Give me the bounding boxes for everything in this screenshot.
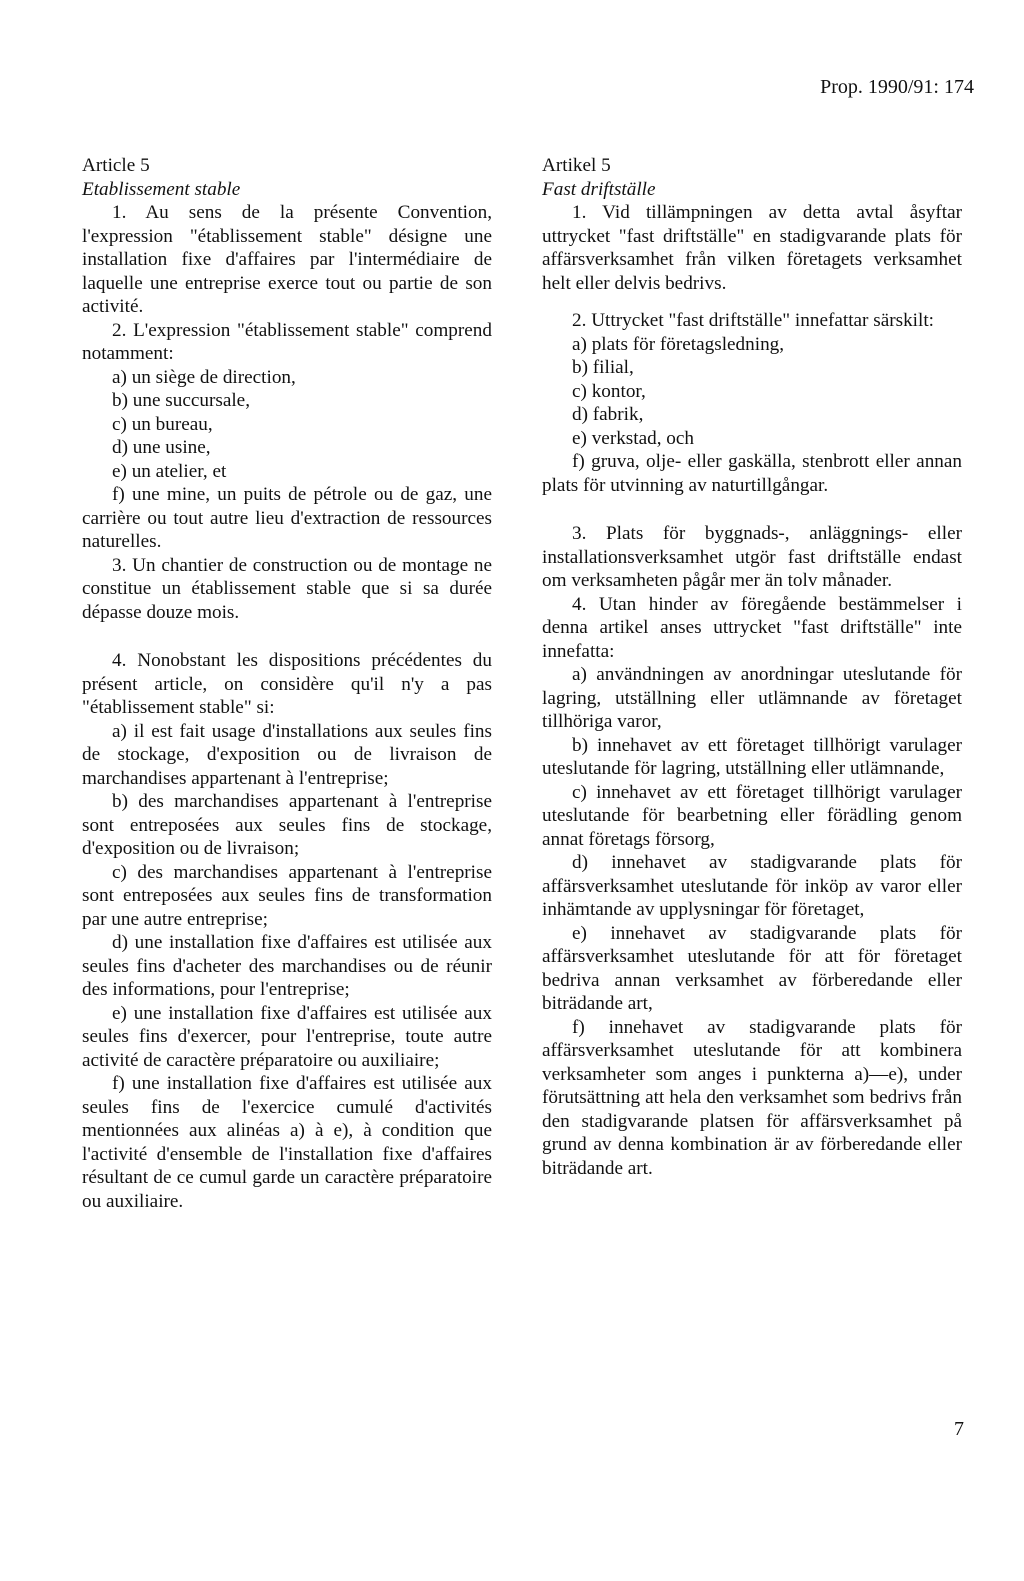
paragraph-4-list (542, 663, 962, 1180)
list-item: a) användningen av anordningar uteslutande för lagring, utställning eller utlämnande av företaget tillhöriga varor, (542, 664, 962, 732)
swedish-column (542, 154, 962, 1180)
paragraph-1: 1. Vid tillämpningen av detta avtal åsyftar uttrycket "fast driftställe" en stadigvarande plats för affärsverksamhet från vilken företagets verksamhet helt eller delvis bedrivs. (542, 202, 962, 294)
article-subtitle: Fast driftställe (542, 178, 656, 200)
list-item: f) une mine, un puits de pétrole ou de gaz, une carrière ou tout autre lieu d'extraction de ressources naturelles. (82, 484, 492, 552)
list-item: f) innehavet av stadigvarande plats för affärsverksamhet uteslutande för att kombinera verksamheter som anges i punkterna a)—e), under förutsättning att hela den verksamhet som bedrivs från den stadigvarande platsen för affärsverksamhet på grund av denna kombination är av förberedande eller biträdande art. (542, 1016, 962, 1179)
list-item: a) plats för företagsledning, (572, 333, 785, 355)
list-item: b) filial, (572, 357, 634, 378)
article-title: Artikel 5 (542, 155, 611, 176)
list-item: e) innehavet av stadigvarande plats för affärsverksamhet uteslutande för att för företaget bedriva annan verksamhet av förberedande eller biträdande art, (542, 922, 962, 1014)
list-item: c) innehavet av ett företaget tillhörigt varulager uteslutande för bearbetning eller förädling genom annat företags försorg, (542, 781, 962, 850)
list-item: a) il est fait usage d'installations aux seules fins de stockage, d'exposition ou de livraison de marchandises appartenant à l'entreprise; (82, 720, 492, 789)
paragraph-2-list (542, 333, 962, 498)
list-item: e) un atelier, et (112, 460, 227, 482)
list-item: c) un bureau, (112, 413, 213, 435)
list-item: d) une usine, (112, 437, 211, 458)
paragraph-4-list (82, 720, 492, 1214)
list-item: b) innehavet av ett företaget tillhörigt varulager uteslutande för lagring, utställning eller utlämnande, (542, 734, 962, 779)
list-item: e) verkstad, och (572, 427, 695, 449)
list-item: f) gruva, olje- eller gaskälla, stenbrott eller annan plats för utvinning av naturtillgångar. (542, 451, 962, 496)
list-item: f) une installation fixe d'affaires est utilisée aux seules fins de l'exercice cumulé d'activités mentionnées aux alinéas a) à e), à condition que l'activité d'ensemble de l'installation fixe d'affaires résultant de ce cumul garde un caractère préparatoire ou auxiliaire. (82, 1073, 492, 1212)
paragraph-3: 3. Un chantier de construction ou de montage ne constitue un établissement stable que si sa durée dépasse douze mois. (82, 554, 492, 623)
list-item: c) des marchandises appartenant à l'entreprise sont entreposées aux seules fins de transformation par une autre entreprise; (82, 861, 492, 930)
paragraph-4-intro: 4. Utan hinder av föregående bestämmelser i denna artikel anses uttrycket "fast driftställe" inte innefatta: (542, 593, 962, 662)
french-column (82, 154, 492, 1213)
list-item: c) kontor, (572, 380, 646, 402)
paragraph-3: 3. Plats för byggnads-, anläggnings- eller installationsverksamhet utgör fast driftställe endast om verksamheten pågår mer än tolv månader. (542, 523, 962, 591)
article-title: Article 5 (82, 155, 150, 176)
page-number: 7 (954, 1418, 964, 1440)
paragraph-2-list (82, 366, 492, 554)
list-item: d) une installation fixe d'affaires est utilisée aux seules fins d'acheter des marchandises ou de réunir des informations, pour l'entreprise; (82, 932, 492, 1000)
paragraph-1: 1. Au sens de la présente Convention, l'expression "établissement stable" désigne une installation fixe d'affaires par l'intermédiaire de laquelle une entreprise exerce tout ou partie de son activité. (82, 202, 492, 317)
paragraph-4-intro: 4. Nonobstant les dispositions précédentes du présent article, on considère qu'il n'y a pas "établissement stable" si: (82, 650, 492, 718)
paragraph-2-intro: 2. Uttrycket "fast driftställe" innefattar särskilt: (572, 310, 934, 331)
document-reference: Prop. 1990/91: 174 (820, 76, 974, 98)
list-item: d) innehavet av stadigvarande plats för affärsverksamhet uteslutande för inköp av varor eller inhämtande av upplysningar för företaget, (542, 852, 962, 920)
article-subtitle: Etablissement stable (82, 178, 241, 200)
list-item: b) des marchandises appartenant à l'entreprise sont entreposées aux seules fins de stockage, d'exposition ou de livraison; (82, 791, 492, 859)
list-item: e) une installation fixe d'affaires est utilisée aux seules fins d'exercer, pour l'entreprise, toute autre activité de caractère préparatoire ou auxiliaire; (82, 1002, 492, 1071)
paragraph-2-intro: 2. L'expression "établissement stable" comprend notamment: (82, 319, 492, 364)
list-item: a) un siège de direction, (112, 366, 296, 388)
list-item: d) fabrik, (572, 404, 644, 425)
list-item: b) une succursale, (112, 390, 250, 411)
